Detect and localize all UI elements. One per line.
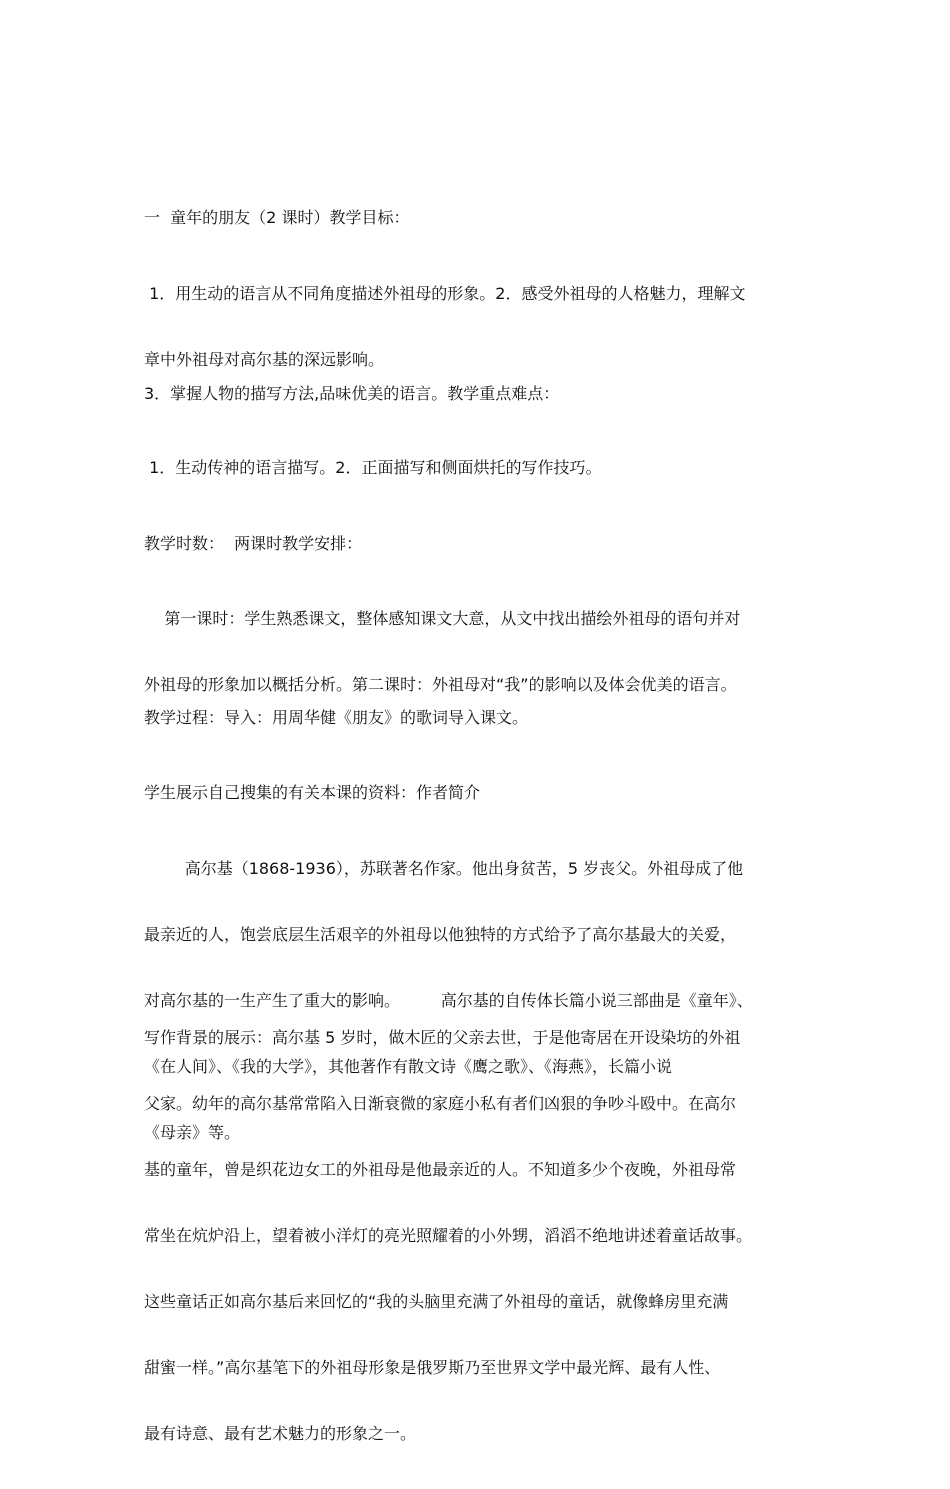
writing-background-line: 最有诗意、最有艺术魅力的形象之一。: [144, 1424, 417, 1443]
lesson-schedule-line: 外祖母的形象加以概括分析。第二课时：外祖母对“我”的影响以及体会优美的语言。: [144, 675, 737, 694]
author-intro-line: 《在人间》、《我的大学》，其他著作有散文诗《鹰之歌》、《海燕》，长篇小说: [144, 1057, 673, 1076]
student-materials-text: 学生展示自己搜集的有关本课的资料：作者简介: [144, 783, 481, 802]
writing-background-line: 父家。幼年的高尔基常常陷入日渐衰微的家庭小私有者们凶狠的争吵斗殴中。在高尔: [144, 1094, 737, 1113]
author-intro-line: 对高尔基的一生产生了重大的影响。 高尔基的自传体长篇小说三部曲是《童年》、: [144, 991, 753, 1010]
lesson-schedule-line: 第一课时：学生熟悉课文，整体感知课文大意，从文中找出描绘外祖母的语句并对: [144, 609, 741, 628]
teaching-hours-text: 教学时数： 两课时教学安排：: [144, 534, 363, 553]
writing-background-line: 基的童年，曾是织花边女工的外祖母是他最亲近的人。不知道多少个夜晚，外祖母常: [144, 1160, 737, 1179]
teaching-goals-line: 1．用生动的语言从不同角度描述外祖母的形象。2．感受外祖母的人格魅力，理解文: [144, 284, 746, 303]
writing-background-line: 写作背景的展示：高尔基 5 岁时，做木匠的父亲去世，于是他寄居在开设染坊的外祖: [144, 1028, 741, 1047]
writing-background: [144, 983, 814, 1489]
teaching-goals-line: 章中外祖母对高尔基的深远影响。: [144, 350, 385, 369]
teaching-process-text: 教学过程：导入：用周华健《朋友》的歌词导入课文。: [144, 708, 529, 727]
writing-background-line: 这些童话正如高尔基后来回忆的“我的头脑里充满了外祖母的童话，就像蜂房里充满: [144, 1292, 729, 1311]
author-intro-line: 高尔基（1868-1936），苏联著名作家。他出身贫苦，5 岁丧父。外祖母成了他: [144, 859, 744, 878]
writing-background-line: 常坐在炕炉沿上，望着被小洋灯的亮光照耀着的小外甥，滔滔不绝地讲述着童话故事。: [144, 1226, 753, 1245]
key-points-text: 1．生动传神的语言描写。2．正面描写和侧面烘托的写作技巧。: [144, 458, 602, 477]
author-intro-line: 最亲近的人，饱尝底层生活艰辛的外祖母以他独特的方式给予了高尔基最大的关爱，: [144, 925, 737, 944]
teaching-goal-3-text: 3．掌握人物的描写方法,品味优美的语言。教学重点难点：: [144, 384, 560, 403]
lesson-heading-text: 一 童年的朋友（2 课时）教学目标：: [144, 208, 410, 227]
author-intro-line: 《母亲》等。: [144, 1123, 241, 1142]
writing-background-line: 甜蜜一样。”高尔基笔下的外祖母形象是俄罗斯乃至世界文学中最光辉、最有人性、: [144, 1358, 721, 1377]
